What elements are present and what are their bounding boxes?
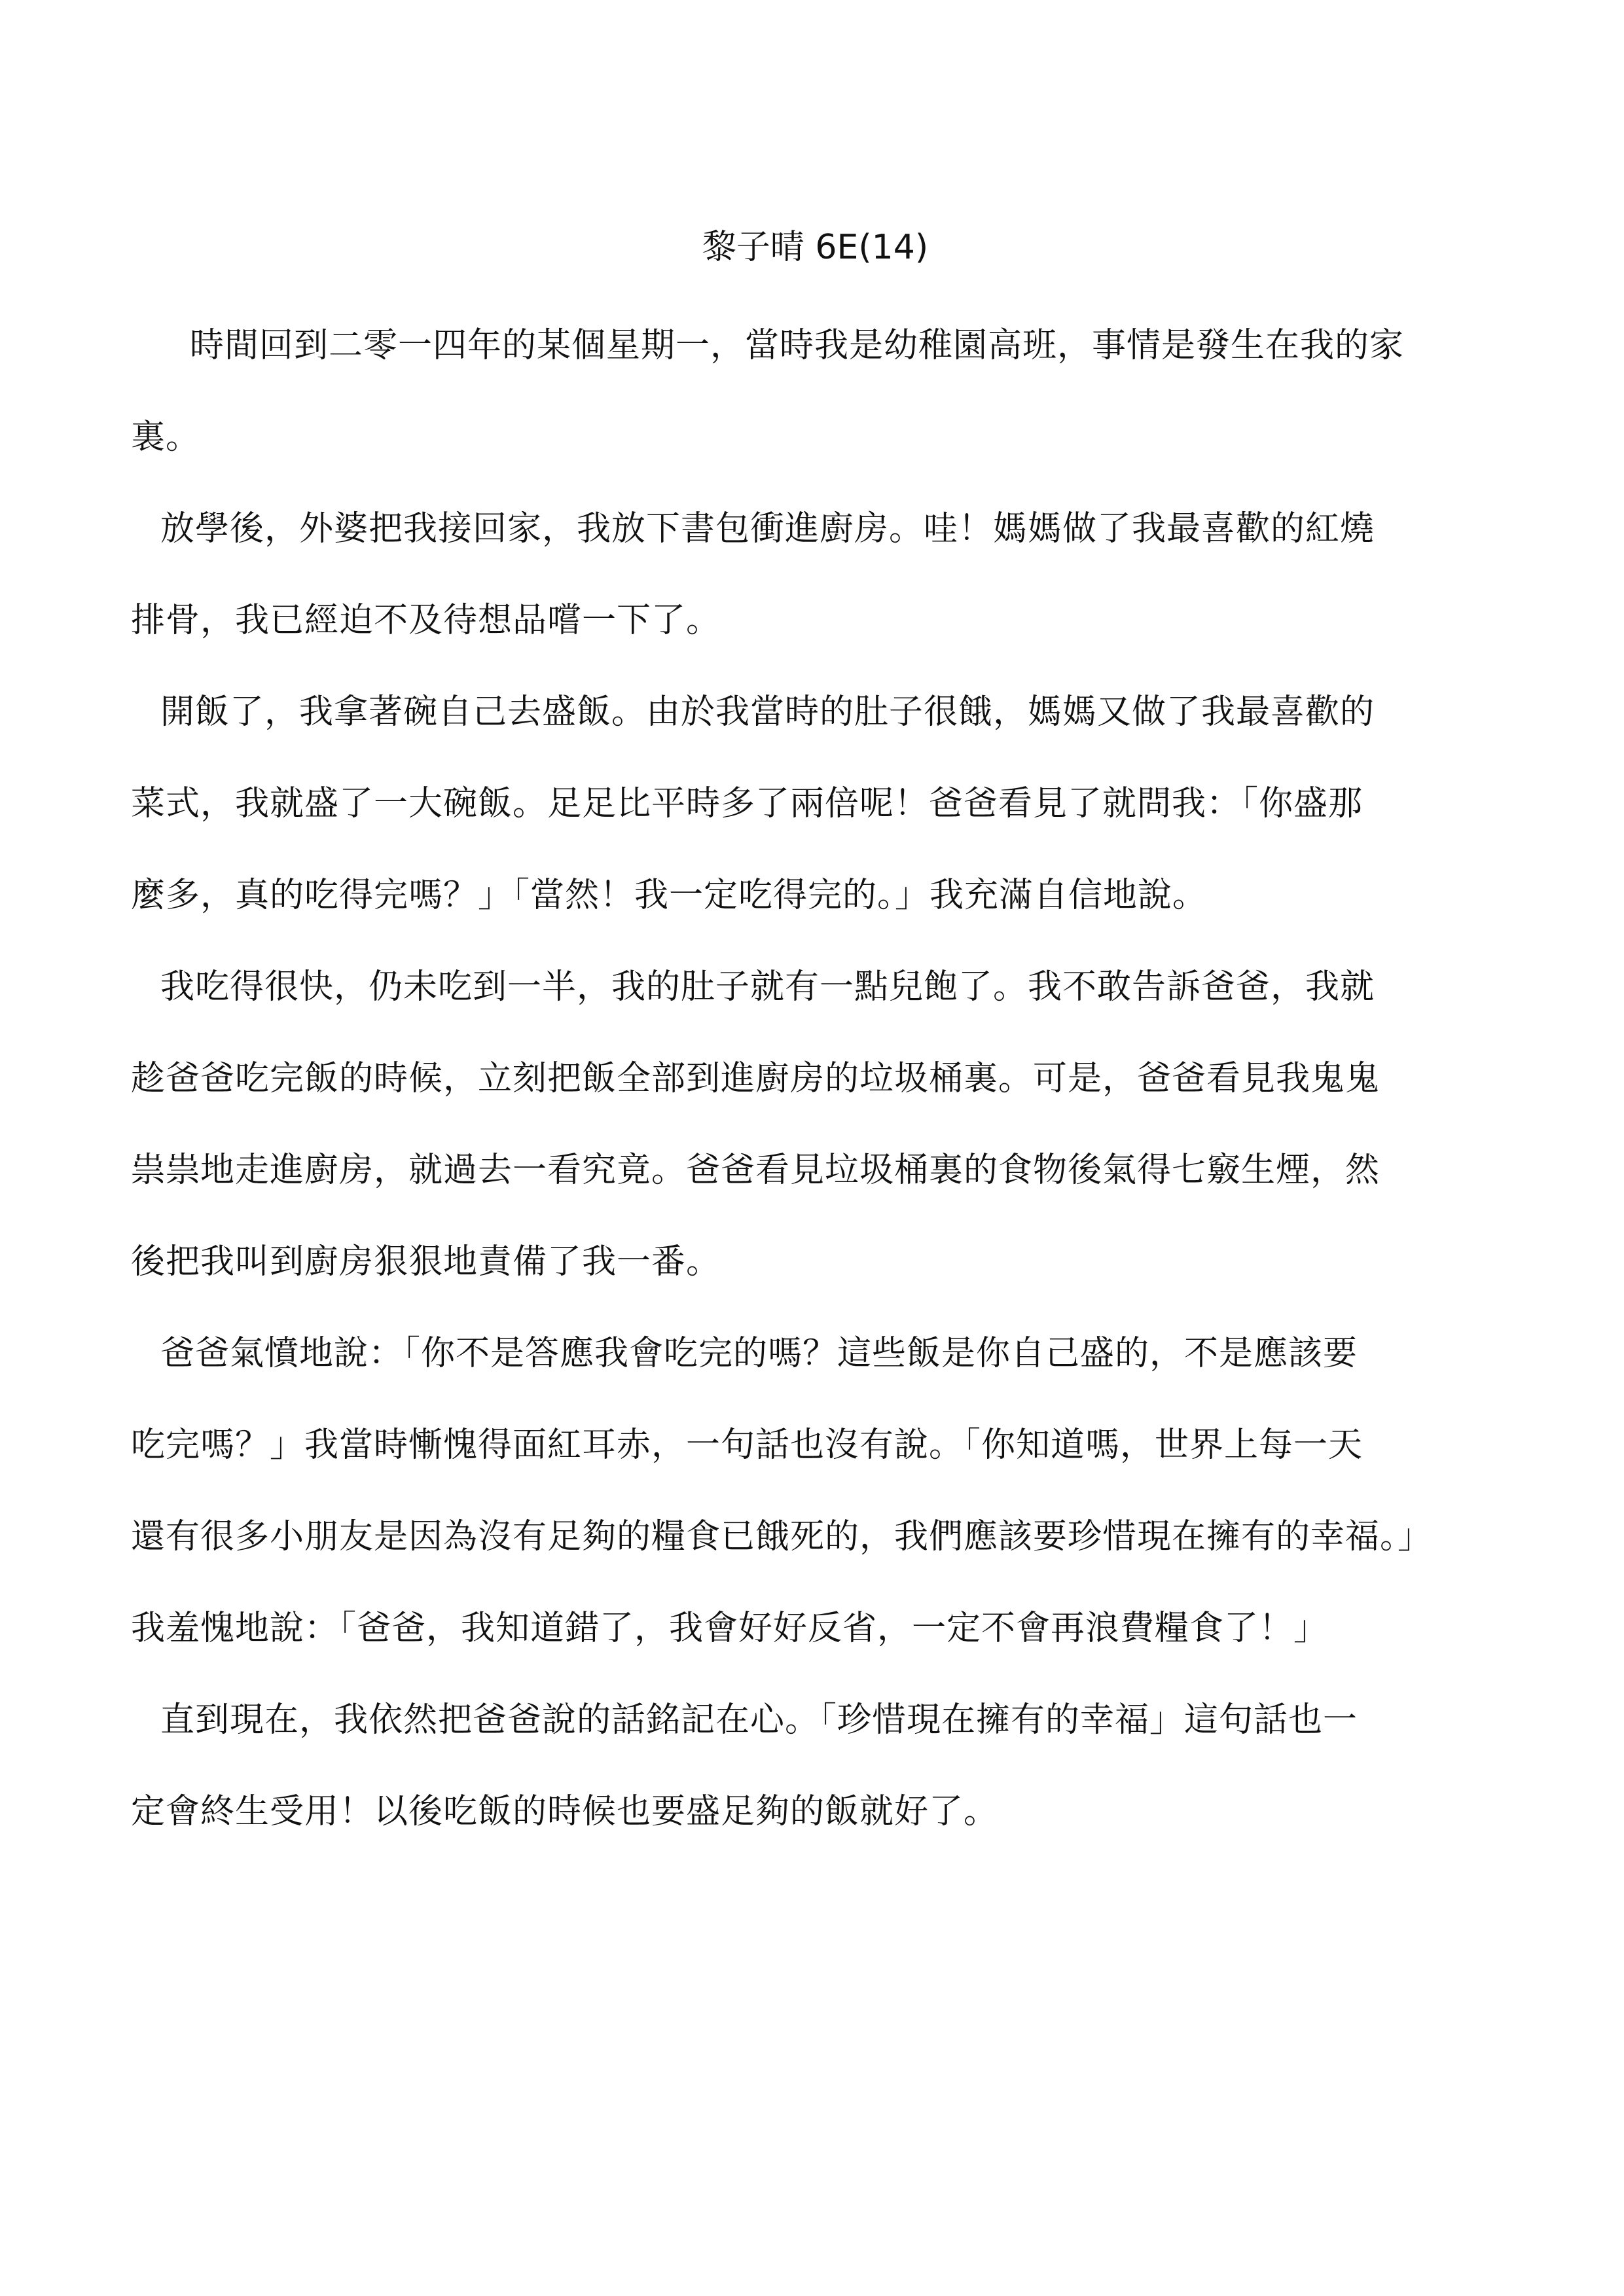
paragraph-line: 趁爸爸吃完飯的時候，立刻把飯全部到進廚房的垃圾桶裏。可是，爸爸看見我鬼鬼	[131, 1059, 1380, 1098]
paragraph-line: 定會終生受用！以後吃飯的時候也要盛足夠的飯就好了。	[131, 1792, 999, 1831]
paragraph-line: 直到現在，我依然把爸爸說的話銘記在心。「珍惜現在擁有的幸福」這句話也一	[160, 1700, 1358, 1740]
paragraph-line: 開飯了，我拿著碗自己去盛飯。由於我當時的肚子很餓，媽媽又做了我最喜歡的	[160, 692, 1375, 732]
paragraph-line: 後把我叫到廚房狠狠地責備了我一番。	[131, 1242, 721, 1282]
paragraph-line: 祟祟地走進廚房，就過去一看究竟。爸爸看見垃圾桶裏的食物後氣得七竅生煙，然	[131, 1151, 1380, 1190]
paragraph-line: 菜式，我就盛了一大碗飯。足足比平時多了兩倍呢！爸爸看見了就問我：「你盛那	[131, 784, 1363, 823]
paragraph-line: 裏。	[131, 418, 201, 457]
paragraph-line: 爸爸氣憤地說：「你不是答應我會吃完的嗎？這些飯是你自己盛的，不是應該要	[160, 1334, 1358, 1373]
paragraph-line: 排骨，我已經迫不及待想品嚐一下了。	[131, 601, 721, 640]
paragraph-line: 放學後，外婆把我接回家，我放下書包衝進廚房。哇！媽媽做了我最喜歡的紅燒	[160, 509, 1375, 548]
paragraph-line: 我吃得很快，仍未吃到一半，我的肚子就有一點兒飽了。我不敢告訴爸爸，我就	[160, 967, 1375, 1007]
paragraph-line: 麼多，真的吃得完嗎？」「當然！我一定吃得完的。」我充滿自信地說。	[131, 876, 1208, 915]
paragraph-line: 時間回到二零一四年的某個星期一，當時我是幼稚園高班，事情是發生在我的家	[190, 326, 1405, 365]
paragraph-line: 吃完嗎？」我當時慚愧得面紅耳赤，一句話也沒有說。「你知道嗎，世界上每一天	[131, 1426, 1363, 1465]
document-title: 黎子晴 6E(14)	[702, 228, 929, 267]
paragraph-line: 我羞愧地說：「爸爸，我知道錯了，我會好好反省，一定不會再浪費糧食了！」	[131, 1609, 1329, 1648]
paragraph-line: 還有很多小朋友是因為沒有足夠的糧食已餓死的，我們應該要珍惜現在擁有的幸福。」	[131, 1517, 1433, 1556]
